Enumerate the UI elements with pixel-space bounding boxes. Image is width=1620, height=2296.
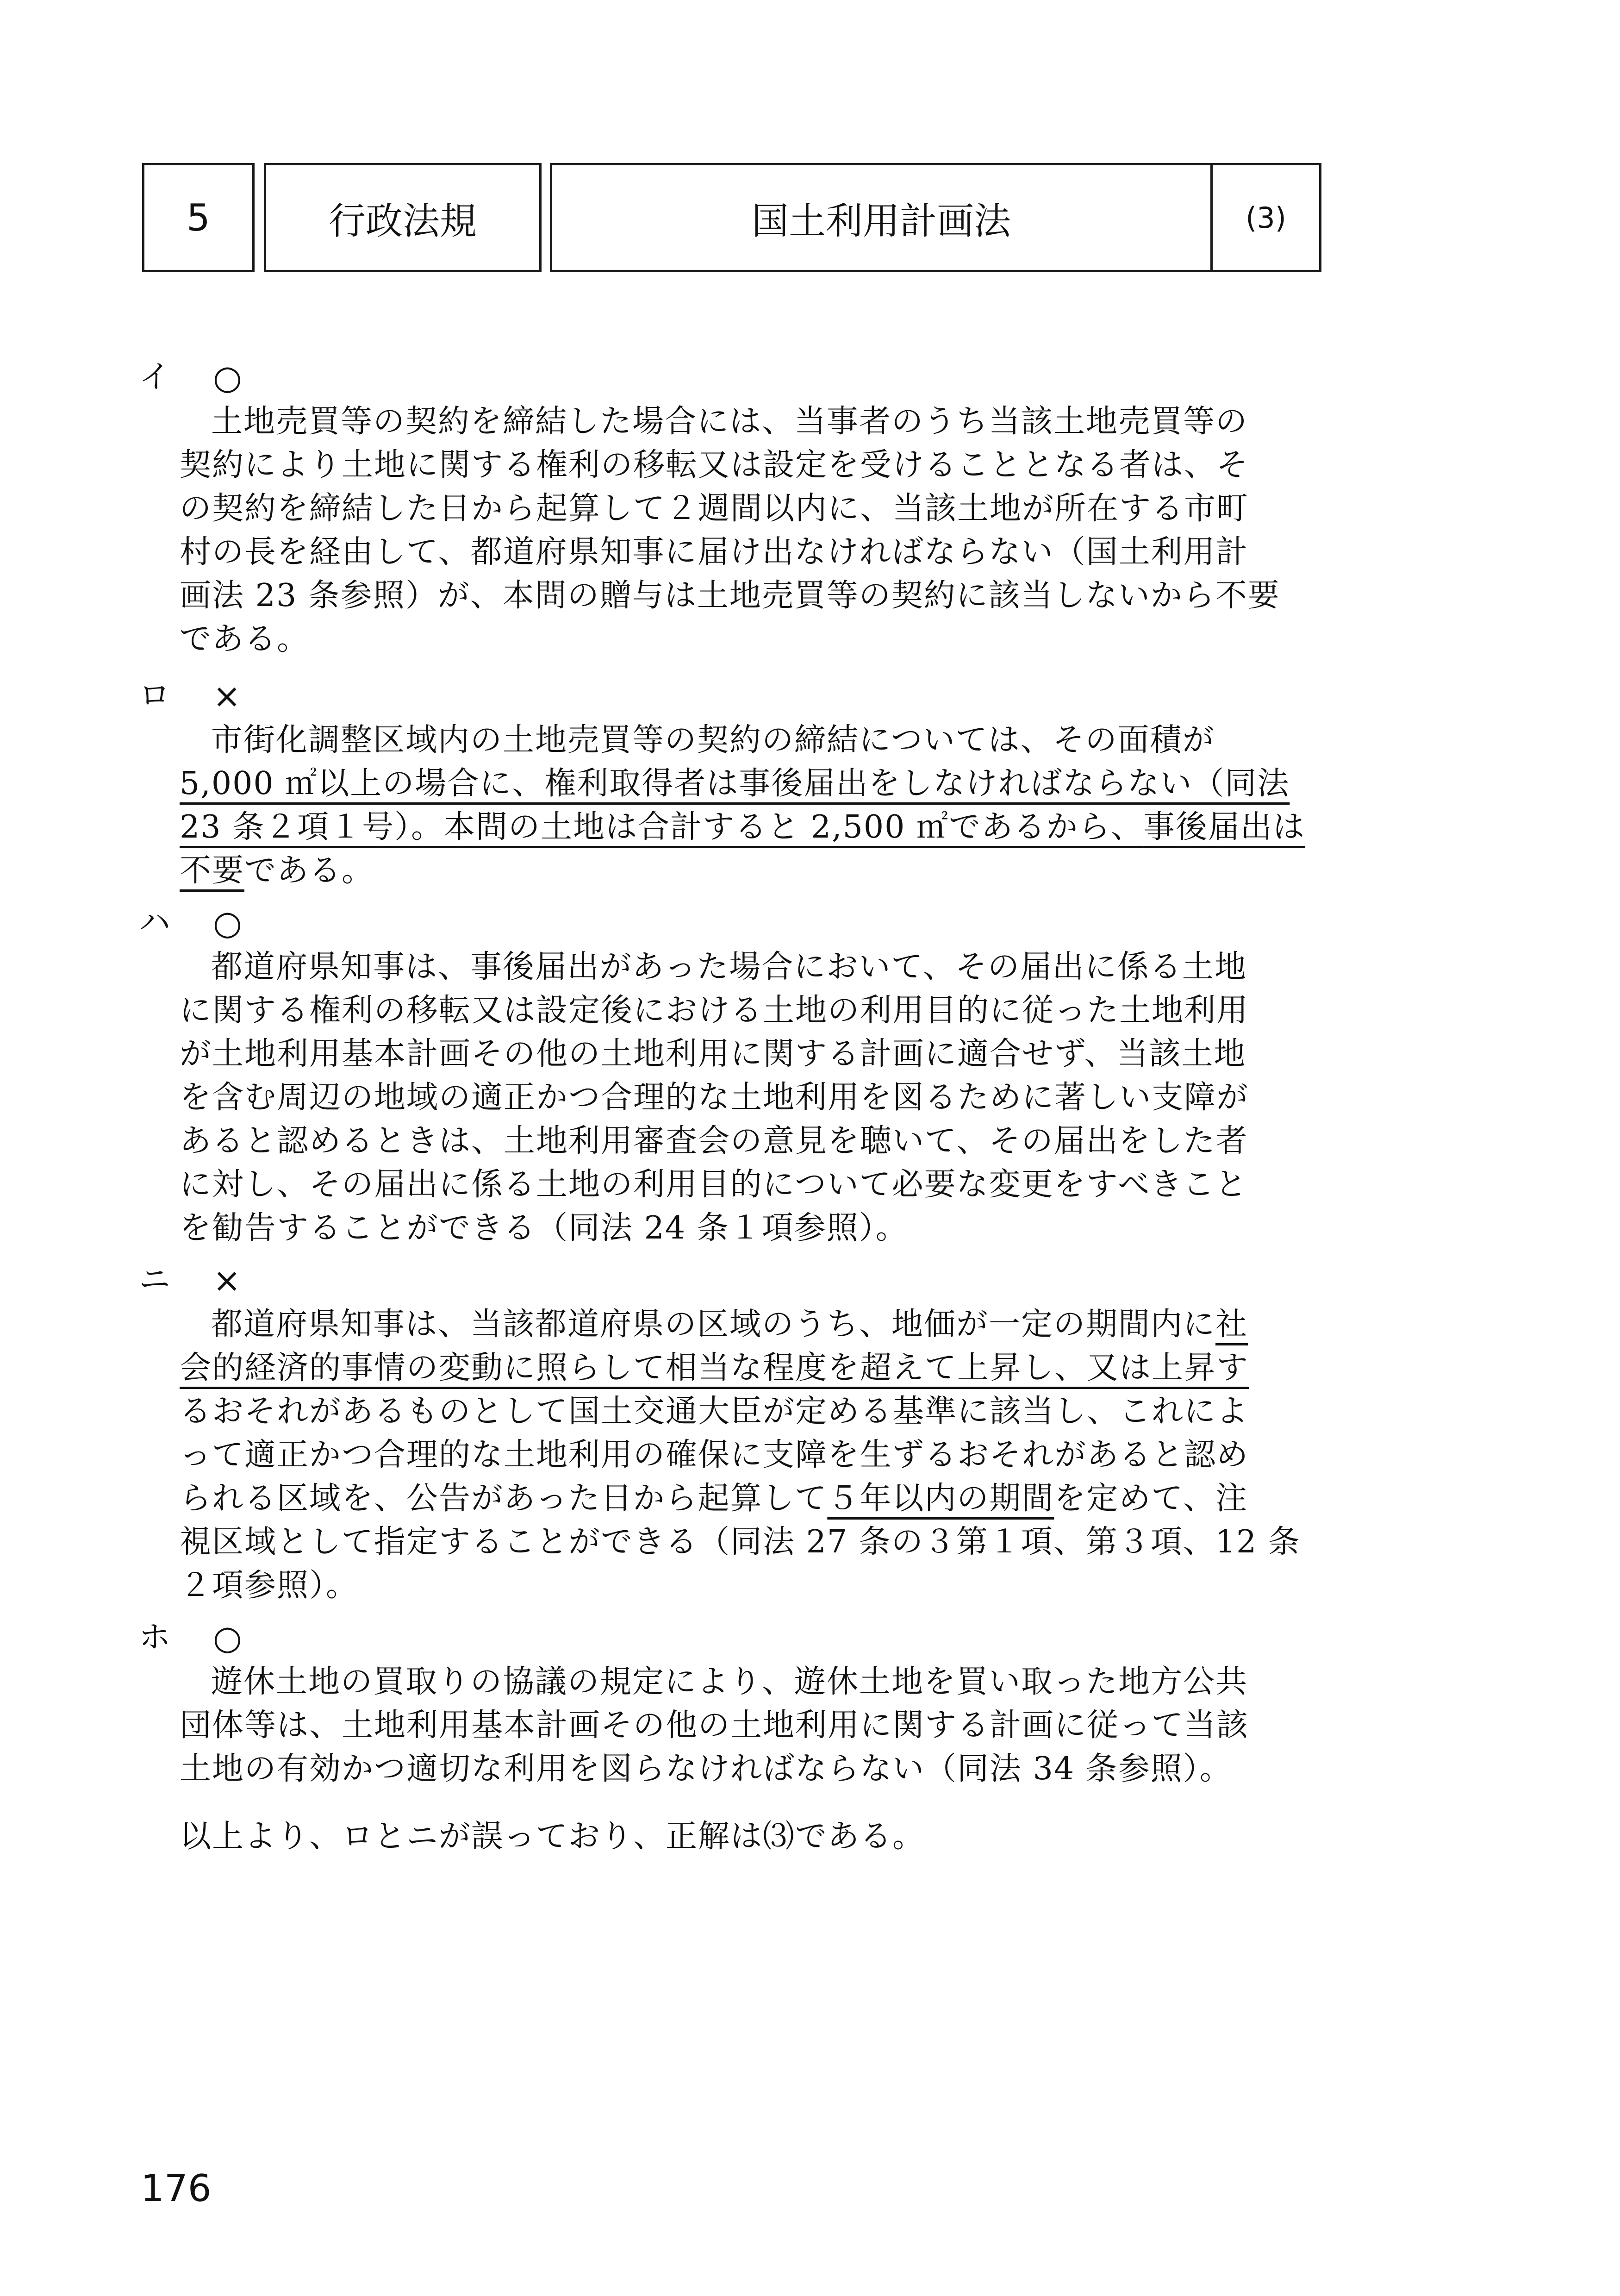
conclusion-text: 以上より、ロとニが誤っており、正解は⑶である。	[180, 1818, 925, 1855]
underlined-text: 事後届出は	[1143, 809, 1306, 845]
text-line: あると認めるときは、土地利用審査会の意見を聴いて、その届出をした者	[180, 1123, 1248, 1159]
text-line	[180, 762, 1351, 806]
incorrect-mark: ×	[213, 1261, 241, 1300]
text-line: に対し、その届出に係る土地の利用目的について必要な変更をすべきこと	[180, 1166, 1248, 1203]
text-line	[180, 849, 1351, 893]
answer-number: (3)	[1246, 200, 1286, 235]
underlined-text: 社	[1215, 1306, 1248, 1343]
item-ha-heading	[139, 902, 242, 944]
correct-mark: ○	[213, 1618, 242, 1657]
text-line: に関する権利の移転又は設定後における土地の利用目的に従った土地利用	[180, 992, 1249, 1029]
item-ni-heading	[139, 1259, 241, 1301]
item-ha-explanation	[180, 945, 1351, 1250]
item-label: ハ	[139, 904, 171, 941]
text-line: 遊休土地の買取りの協議の規定により、遊休土地を買い取った地方公共	[211, 1664, 1248, 1700]
item-ho-explanation	[180, 1660, 1351, 1791]
text-line: 土地売買等の契約を締結した場合には、当事者のうち当該土地売買等の	[211, 403, 1248, 440]
text-line	[180, 1477, 1351, 1520]
question-number-cell	[142, 163, 255, 272]
category-label: 行政法規	[329, 199, 477, 243]
topic-title: 国土利用計画法	[752, 199, 1011, 243]
correct-mark: ○	[213, 903, 242, 942]
underlined-text: 5,000 ㎡以上の場合に、権利取得者は事後届出をしなければならない（同法	[180, 765, 1290, 802]
conclusion	[180, 1815, 1351, 1858]
page-number: 176	[141, 2167, 212, 2210]
item-i-explanation	[180, 400, 1351, 661]
text-line	[180, 1346, 1351, 1390]
item-label: ロ	[139, 677, 171, 714]
text-line: 契約により土地に関する権利の移転又は設定を受けることとなる者は、そ	[180, 447, 1249, 483]
text-line: である。	[180, 621, 310, 657]
underlined-text: 不要	[180, 852, 245, 889]
item-label: ニ	[139, 1262, 171, 1298]
item-label: イ	[139, 359, 171, 395]
text-fragment: られる区域を、公告があった日から起算して	[180, 1480, 828, 1517]
text-fragment: である。	[244, 852, 374, 889]
text-line: 村の長を経由して、都道府県知事に届け出なければならない（国土利用計	[180, 534, 1248, 570]
underlined-text: 会的経済的事情の変動に照らして相当な程度を超えて上昇し、又は上昇す	[180, 1350, 1249, 1386]
text-line: を含む周辺の地域の適正かつ合理的な土地利用を図るために著しい支障が	[180, 1079, 1249, 1116]
text-line: 視区域として指定することができる（同法 27 条の３第１項、第３項、12 条	[180, 1524, 1301, 1560]
text-line: 団体等は、土地利用基本計画その他の土地利用に関する計画に従って当該	[180, 1707, 1249, 1744]
text-line	[180, 806, 1351, 849]
item-ro-explanation	[180, 719, 1351, 893]
text-line: 画法 23 条参照）が、本問の贈与は土地売買等の契約に該当しないから不要	[180, 577, 1280, 614]
text-line: るおそれがあるものとして国土交通大臣が定める基準に該当し、これによ	[180, 1393, 1249, 1430]
text-line: 都道府県知事は、事後届出があった場合において、その届出に係る土地	[211, 949, 1247, 985]
text-line: 市街化調整区域内の土地売買等の契約の締結については、その面積が	[211, 722, 1215, 758]
answer-cell	[1210, 163, 1321, 272]
question-number: 5	[187, 196, 210, 239]
text-line	[180, 1303, 1351, 1346]
text-line: が土地利用基本計画その他の土地利用に関する計画に適合せず、当該土地	[180, 1036, 1246, 1072]
item-label: ホ	[139, 1619, 171, 1656]
text-fragment: を定めて、注	[1054, 1480, 1248, 1517]
topic-title-cell	[550, 163, 1213, 272]
incorrect-mark: ×	[213, 676, 241, 715]
text-line: 土地の有効かつ適切な利用を図らなければならない（同法 34 条参照）。	[180, 1751, 1232, 1787]
underlined-text: ５年以内の期間	[827, 1480, 1054, 1517]
text-line: の契約を締結した日から起算して２週間以内に、当該土地が所在する市町	[180, 490, 1249, 527]
item-i-heading	[139, 357, 242, 398]
item-ro-heading	[139, 675, 241, 717]
text-line: って適正かつ合理的な土地利用の確保に支障を生ずるおそれがあると認め	[180, 1437, 1249, 1473]
text-line: ２項参照）。	[180, 1567, 359, 1604]
item-ho-heading	[139, 1617, 242, 1658]
text-fragment: 都道府県知事は、当該都道府県の区域のうち、地価が一定の期間内に	[211, 1306, 1216, 1343]
correct-mark: ○	[213, 358, 242, 397]
item-ni-explanation	[180, 1303, 1351, 1608]
underlined-text: 23 条２項１号）。本問の土地は合計すると 2,500 ㎡であるから、	[180, 809, 1144, 845]
category-cell	[264, 163, 542, 272]
text-line: を勧告することができる（同法 24 条１項参照）。	[180, 1210, 908, 1246]
